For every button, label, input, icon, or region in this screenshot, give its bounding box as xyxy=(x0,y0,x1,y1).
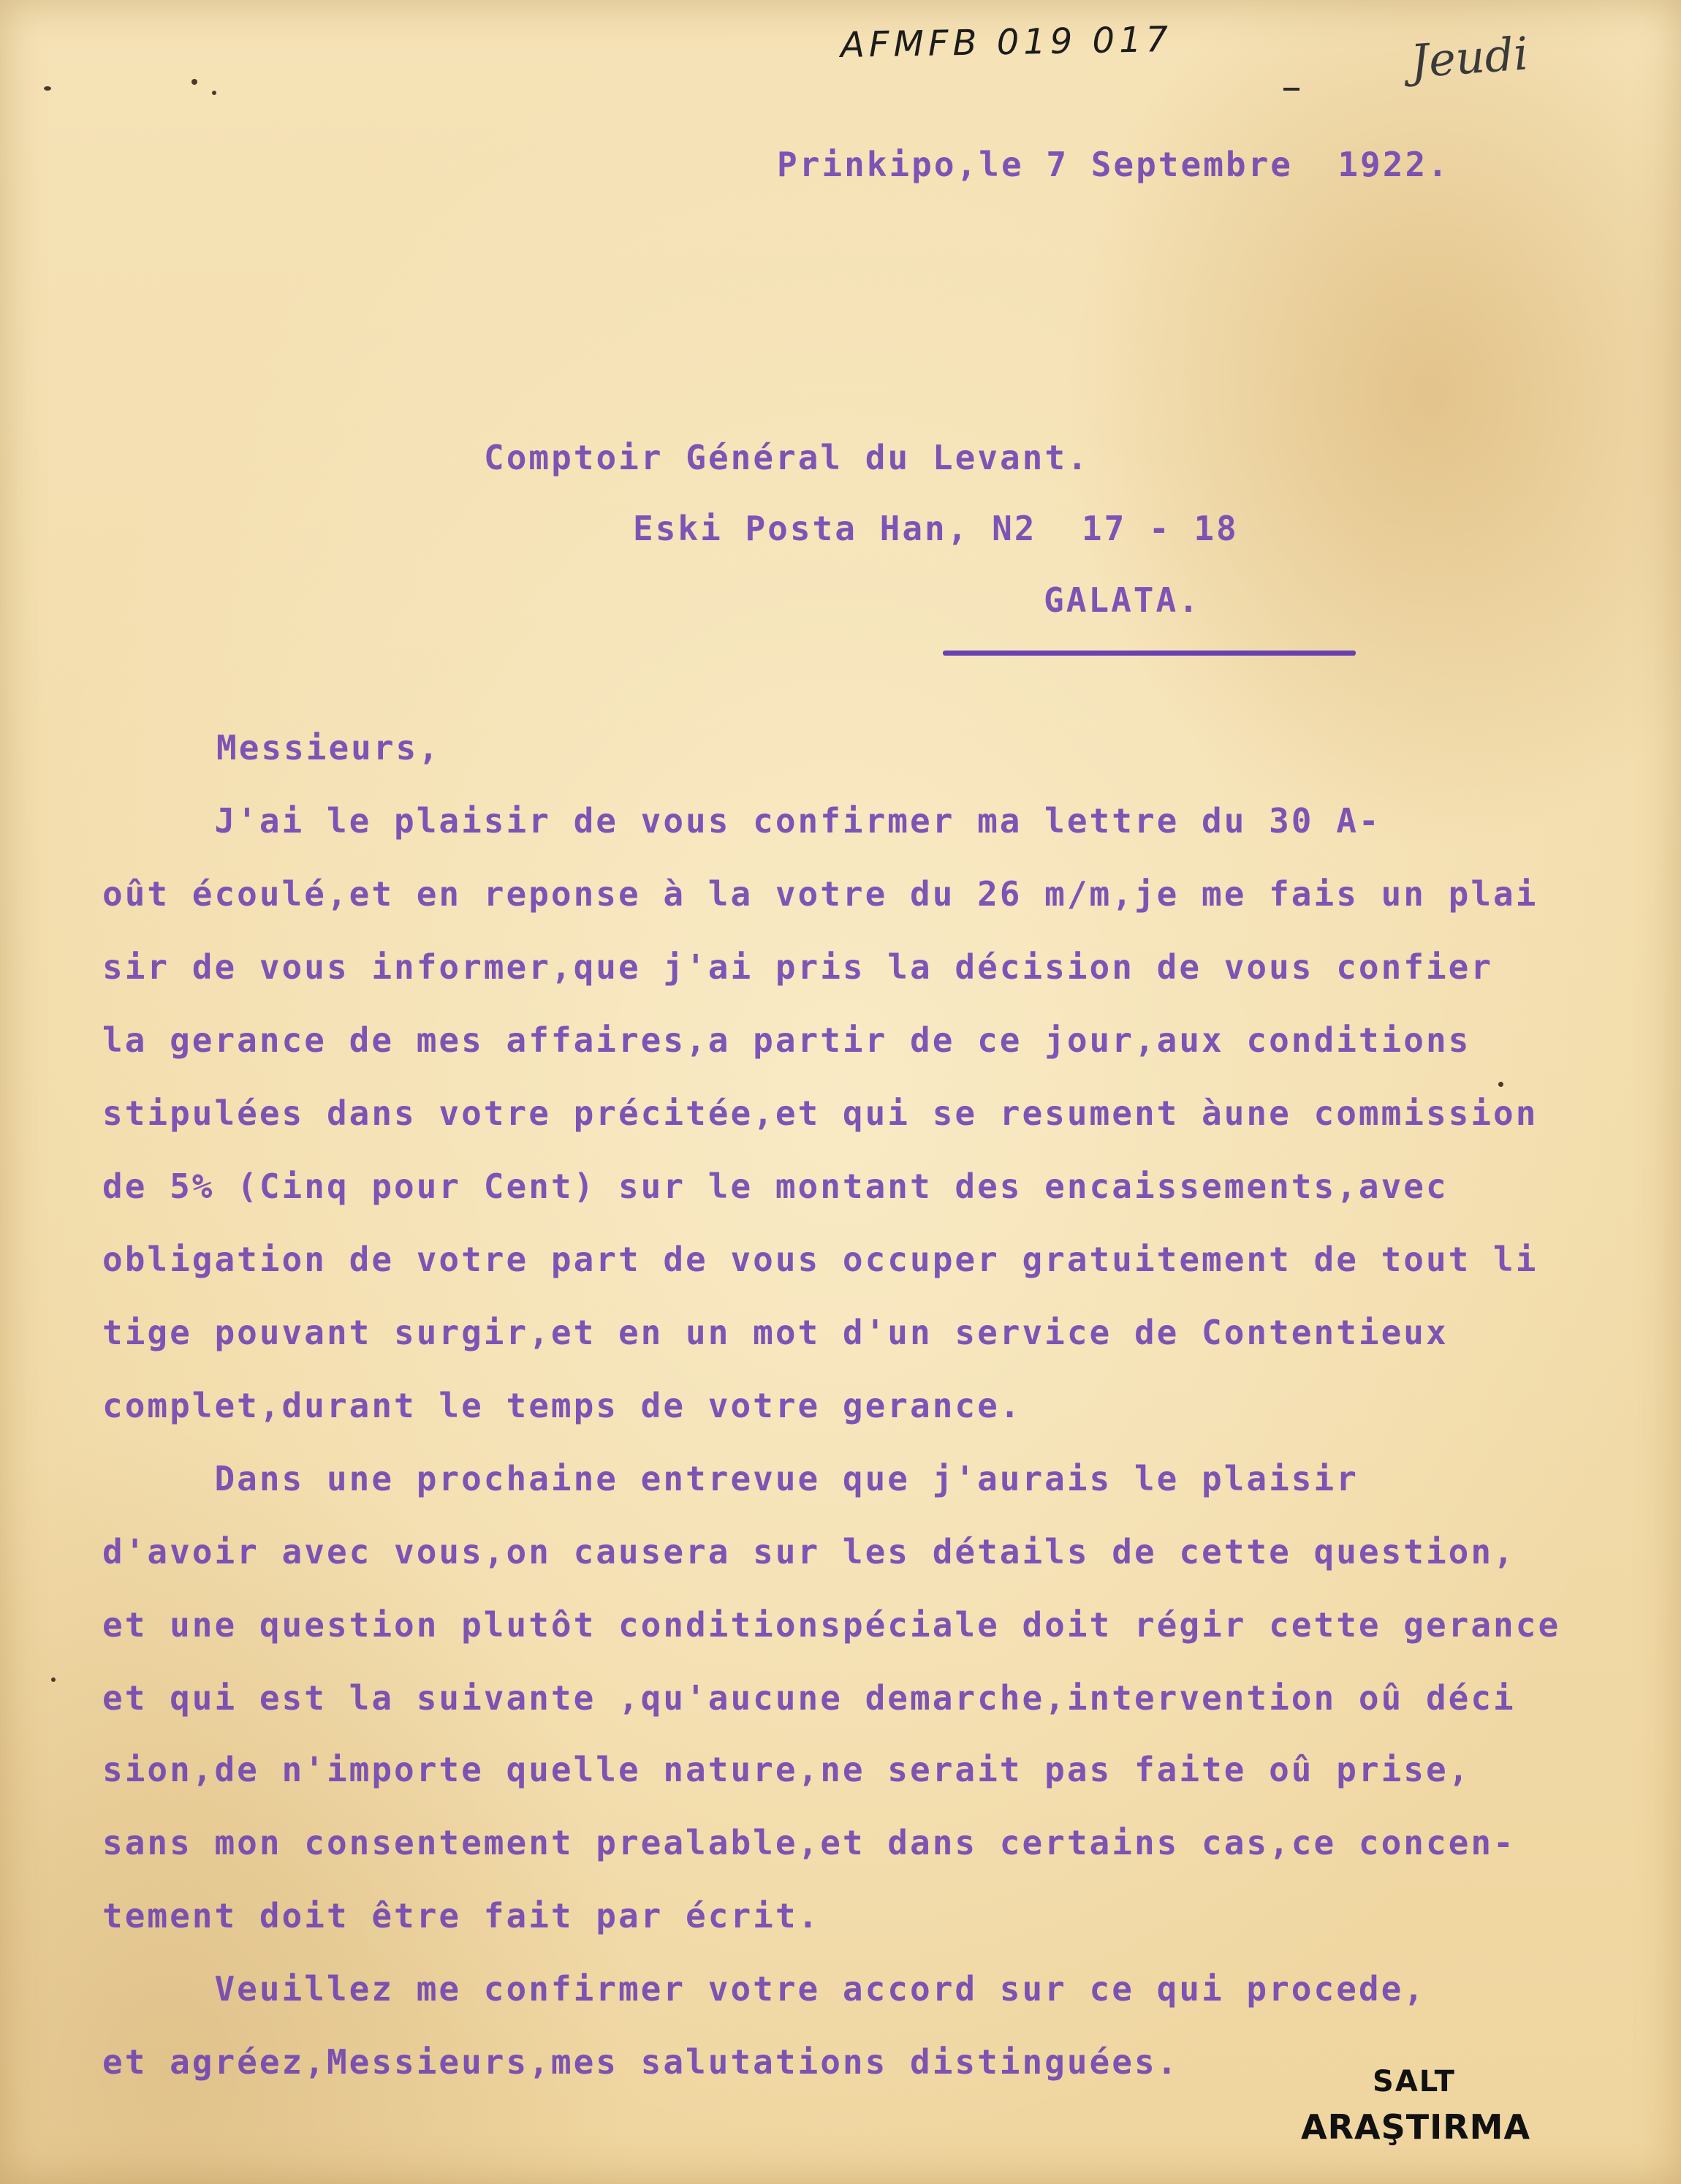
body-line: stipulées dans votre précitée,et qui se resument àune commission xyxy=(102,1093,1538,1133)
body-line: complet,durant le temps de votre gerance. xyxy=(102,1386,1022,1425)
salutation: Messieurs, xyxy=(216,728,441,767)
ink-dash-mark xyxy=(1283,88,1299,91)
body-line: obligation de votre part de vous occuper gratuitement de tout li xyxy=(102,1240,1538,1279)
day-note: Jeudi xyxy=(1408,26,1530,88)
body-line: J'ai le plaisir de vous confirmer ma lettre du 30 A- xyxy=(102,801,1381,841)
body-line: et qui est la suivante ,qu'aucune demarche,intervention oû déci xyxy=(102,1678,1516,1718)
body-line: de 5% (Cinq pour Cent) sur le montant des encaissements,avec xyxy=(102,1167,1449,1206)
archive-reference: AFMFB 019 017 xyxy=(840,19,1173,66)
recipient-name: Comptoir Général du Levant. xyxy=(484,438,1090,477)
body-line: tement doit être fait par écrit. xyxy=(102,1896,821,1935)
body-line: tige pouvant surgir,et en un mot d'un service de Contentieux xyxy=(102,1313,1449,1352)
recipient-address: Eski Posta Han, N2 17 - 18 xyxy=(633,509,1239,548)
body-line: sans mon consentement prealable,et dans certains cas,ce concen- xyxy=(102,1823,1516,1862)
body-line: la gerance de mes affaires,a partir de ce jour,aux conditions xyxy=(102,1020,1471,1060)
body-line: et une question plutôt conditionspéciale doit régir cette gerance xyxy=(102,1605,1561,1645)
body-line: oût écoulé,et en reponse à la votre du 26 m/m,je me fais un plai xyxy=(102,874,1538,914)
body-line: d'avoir avec vous,on causera sur les détails de cette question, xyxy=(102,1532,1516,1571)
recipient-underline xyxy=(943,651,1356,656)
body-line: et agréez,Messieurs,mes salutations distinguées. xyxy=(102,2042,1180,2082)
recipient-city: GALATA. xyxy=(1044,580,1201,620)
stamp-line-2: ARAŞTIRMA xyxy=(1301,2107,1531,2147)
stamp-line-1: SALT xyxy=(1373,2065,1456,2098)
body-line: Veuillez me confirmer votre accord sur ce qui procede, xyxy=(102,1969,1426,2009)
body-line: sion,de n'importe quelle nature,ne serait pas faite oû prise, xyxy=(102,1750,1471,1789)
archive-stamp xyxy=(1301,2065,1531,2160)
body-line: sir de vous informer,que j'ai pris la décision de vous confier xyxy=(102,947,1494,987)
dateline: Prinkipo,le 7 Septembre 1922. xyxy=(777,145,1450,184)
body-line: Dans une prochaine entrevue que j'aurais le plaisir xyxy=(102,1459,1359,1498)
